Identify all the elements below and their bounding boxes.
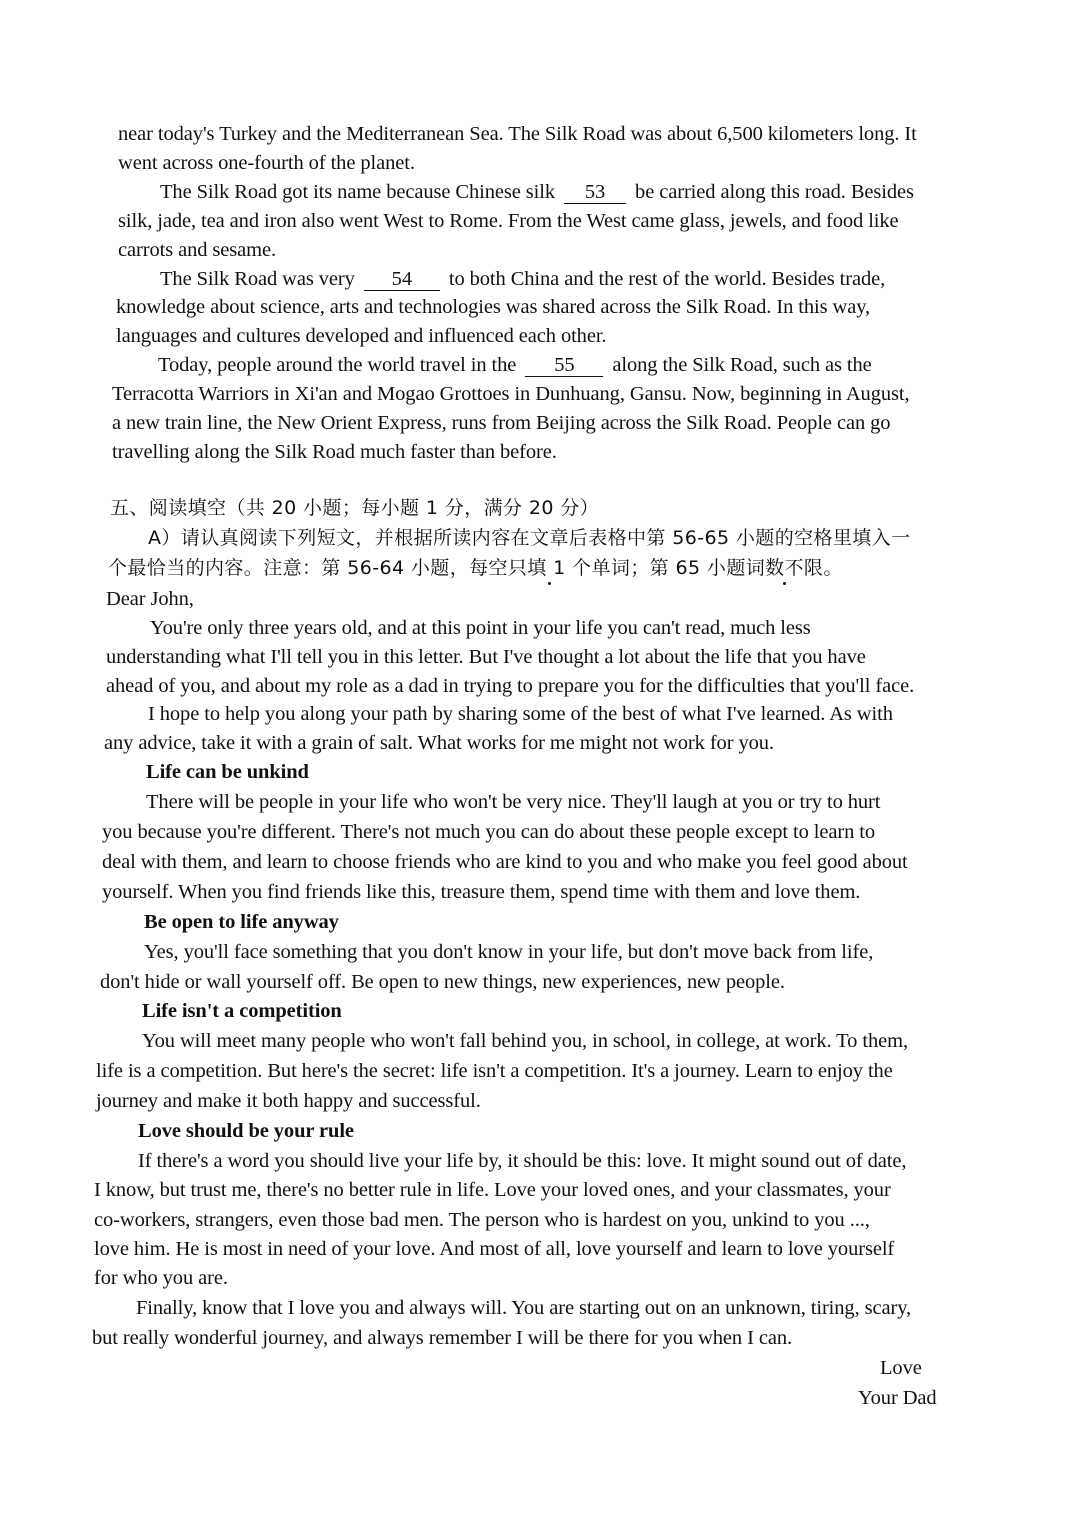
letter-line: There will be people in your life who won't be very nice. They'll laugh at you or try to hurt [146,791,881,813]
letter-line: I hope to help you along your path by sharing some of the best of what I've learned. As with [148,703,893,725]
text: 个最恰当的内容。注意：第 56-64 小题， [108,557,470,579]
text: The Silk Road got its name because Chinese silk [160,181,555,203]
letter-line: If there's a word you should live your life by, it should be this: love. It might sound out of date, [138,1150,907,1172]
emphasis-text: 每空只填 1 个单词 [469,557,631,579]
letter-line: life is a competition. But here's the secret: life isn't a competition. It's a journey. Learn to enjoy the [96,1060,893,1082]
letter-line: co-workers, strangers, even those bad men. The person who is hardest on you, unkind to you ..., [94,1209,870,1231]
passage-line: silk, jade, tea and iron also went West to Rome. From the West came glass, jewels, and food like [118,210,899,232]
signoff-love: Love [880,1357,922,1379]
text: The Silk Road was very [160,268,355,290]
letter-line: You will meet many people who won't fall behind you, in school, in college, at work. To them, [142,1030,908,1052]
text: to both China and the rest of the world. Besides trade, [448,268,886,290]
passage-line: went across one-fourth of the planet. [118,152,415,174]
signoff-your-dad: Your Dad [858,1387,937,1409]
passage-line: knowledge about science, arts and technologies was shared across the Silk Road. In this way, [116,296,871,318]
text: ；第 65 小题 [630,557,746,579]
blank-55[interactable]: 55 [525,354,603,377]
instruction-line: A）请认真阅读下列短文，并根据所读内容在文章后表格中第 56-65 小题的空格里填入一 [148,527,911,549]
letter-line: You're only three years old, and at this point in your life you can't read, much less [150,617,811,639]
text: near today's Turkey and the Mediterranean Sea. The Silk Road was about 6,500 kilometers long. It [118,123,917,145]
letter-line: any advice, take it with a grain of salt. What works for me might not work for you. [104,732,774,754]
letter-line: deal with them, and learn to choose friends who are kind to you and who make you feel good about [102,851,908,873]
letter-line: for who you are. [94,1267,228,1289]
passage-line-blank-55 [158,351,872,379]
passage-line: a new train line, the New Orient Express, runs from Beijing across the Silk Road. People can go [112,412,891,434]
subheading-be-open: Be open to life anyway [144,911,339,933]
letter-line: yourself. When you find friends like this, treasure them, spend time with them and love them. [102,881,861,903]
letter-line: you because you're different. There's not much you can do about these people except to learn to [102,821,876,843]
passage-line-blank-54 [160,265,885,293]
subheading-not-competition: Life isn't a competition [142,1000,342,1022]
subheading-love-rule: Love should be your rule [138,1120,354,1142]
blank-53[interactable]: 53 [564,181,626,204]
passage-line: carrots and sesame. [118,239,277,261]
subheading-life-can-be-unkind: Life can be unkind [146,761,309,783]
emphasis-text: 词数不限 [745,557,824,579]
passage-line: Terracotta Warriors in Xi'an and Mogao Grottoes in Dunhuang, Gansu. Now, beginning in August, [112,383,910,405]
letter-line: don't hide or wall yourself off. Be open to new things, new experiences, new people. [100,971,785,993]
letter-greeting: Dear John, [106,588,194,610]
passage-line: languages and cultures developed and influenced each other. [116,325,607,347]
letter-line: understanding what I'll tell you in this letter. But I've thought a lot about the life that you have [106,646,866,668]
letter-line: ahead of you, and about my role as a dad in trying to prepare you for the difficulties that you'll face. [106,675,915,697]
letter-line: but really wonderful journey, and always remember I will be there for you when I can. [92,1327,793,1349]
text: Today, people around the world travel in the [158,354,517,376]
passage-line: travelling along the Silk Road much faster than before. [112,441,557,463]
section-heading: 五、阅读填空（共 20 小题；每小题 1 分，满分 20 分） [110,497,600,519]
letter-line: Finally, know that I love you and always will. You are starting out on an unknown, tiring, scary, [136,1297,912,1319]
letter-line: love him. He is most in need of your love. And most of all, love yourself and learn to love yourself [94,1238,895,1260]
passage-line-blank-53 [160,178,914,206]
text: be carried along this road. Besides [635,181,914,203]
letter-line: Yes, you'll face something that you don't know in your life, but don't move back from life, [144,941,874,963]
text: along the Silk Road, such as the [612,354,872,376]
blank-54[interactable]: 54 [364,268,440,291]
instruction-line [108,554,843,582]
text: 。 [823,557,843,579]
letter-line: I know, but trust me, there's no better rule in life. Love your loved ones, and your classmates, your [94,1179,891,1201]
letter-line: journey and make it both happy and successful. [96,1090,481,1112]
passage-line [118,120,966,148]
